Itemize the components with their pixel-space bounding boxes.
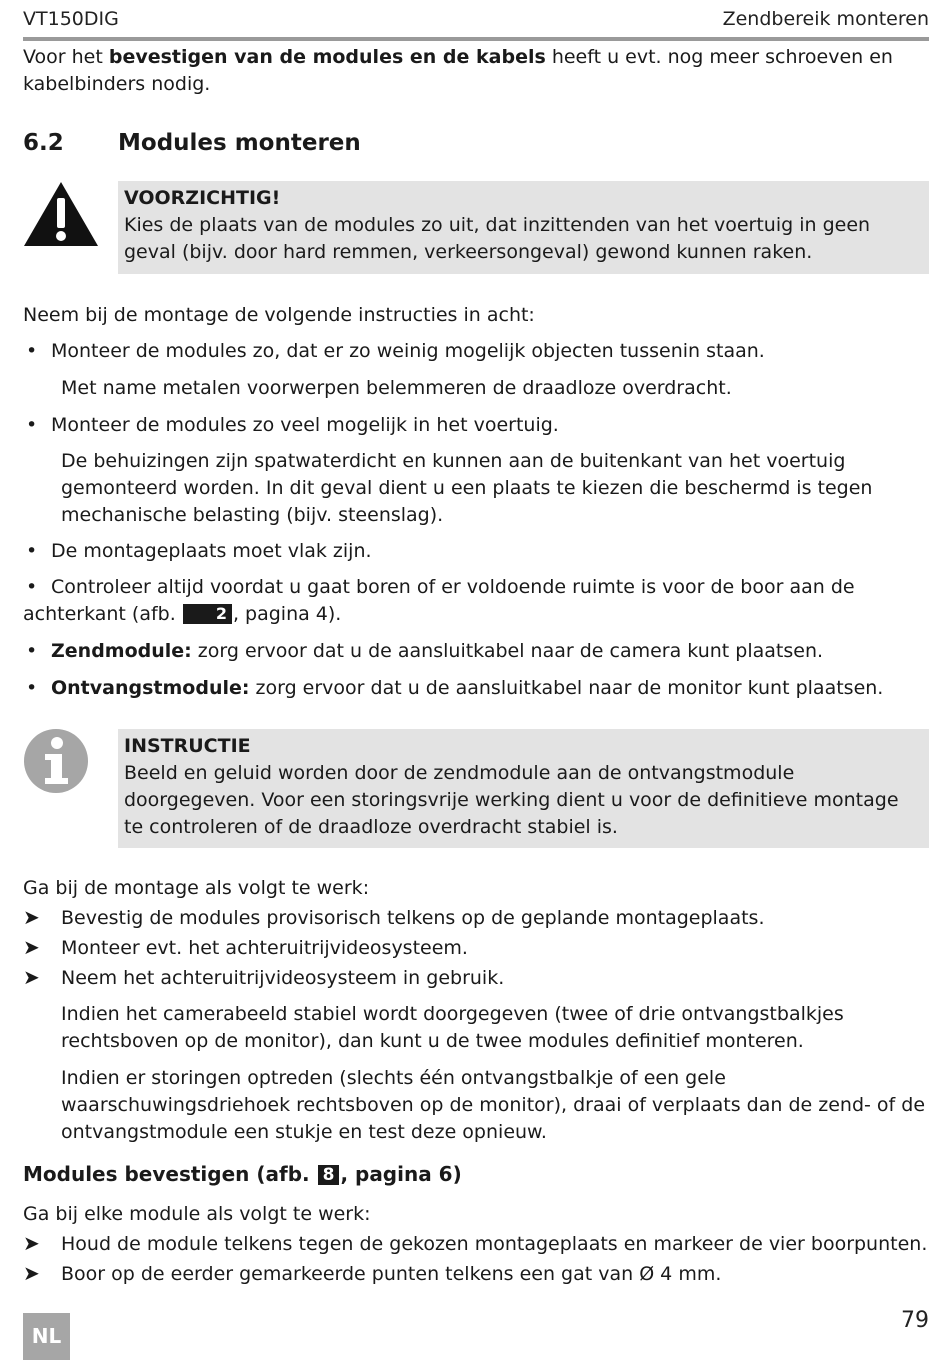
step-arrow-icon: ➤ bbox=[23, 905, 40, 929]
module-lead: Ga bij elke module als volgt te werk: bbox=[23, 1203, 371, 1225]
header-chapter: Zendbereik monteren bbox=[722, 8, 929, 30]
subsection-heading bbox=[23, 1162, 462, 1186]
intro-paragraph bbox=[23, 44, 929, 98]
bullet-marker: • bbox=[26, 340, 38, 362]
caution-text: Kies de plaats van de modules zo uit, dat inzittenden van het voertuig in geen geval (bijv. door hard remmen, verkeersongeval) gewond kunnen raken. bbox=[124, 214, 871, 263]
list-item-text: De montageplaats moet vlak zijn. bbox=[51, 540, 372, 562]
list-item-text bbox=[23, 574, 901, 628]
instructions-lead: Neem bij de montage de volgende instructies in acht: bbox=[23, 304, 535, 326]
list-item-body: zorg ervoor dat u de aansluitkabel naar de monitor kunt plaatsen. bbox=[249, 677, 884, 699]
subsection-title-post: , pagina 6) bbox=[340, 1162, 462, 1186]
bullet-marker: • bbox=[26, 640, 38, 662]
list-item-text-post: , pagina 4). bbox=[232, 603, 342, 625]
procedure-step-text: Boor op de eerder gemarkeerde punten telkens een gat van Ø 4 mm. bbox=[61, 1263, 722, 1285]
info-icon bbox=[23, 728, 89, 794]
section-number: 6.2 bbox=[23, 130, 64, 156]
bullet-marker: • bbox=[26, 677, 38, 699]
step-arrow-icon: ➤ bbox=[23, 965, 40, 989]
note-title: INSTRUCTIE bbox=[124, 735, 251, 757]
list-item-label: Zendmodule: bbox=[51, 640, 192, 662]
subsection-title-pre: Modules bevestigen (afb. bbox=[23, 1162, 317, 1186]
page-header bbox=[23, 8, 929, 34]
step-arrow-icon: ➤ bbox=[23, 1261, 40, 1285]
bullet-marker: • bbox=[26, 540, 38, 562]
list-item-text: Monteer de modules zo veel mogelijk in het voertuig. bbox=[51, 414, 559, 436]
procedure-step-text: Neem het achteruitrijvideosysteem in gebruik. bbox=[61, 967, 505, 989]
list-item-text bbox=[51, 638, 929, 665]
list-item-body: zorg ervoor dat u de aansluitkabel naar de camera kunt plaatsen. bbox=[191, 640, 824, 662]
list-item-text-pre: Controleer altijd voordat u gaat boren of er voldoende ruimte is voor de boor aan de achterkant (afb. bbox=[23, 576, 855, 625]
result-paragraph: Indien er storingen optreden (slechts één ontvangstbalkje of een gele waarschuwingsdriehoek rechtsboven op de monitor), draai of verplaats dan de zend- of de ontvangstmodule een stukje en test deze opnieuw. bbox=[61, 1067, 926, 1143]
list-item-detail: Met name metalen voorwerpen belemmeren de draadloze overdracht. bbox=[61, 377, 732, 399]
list-item-text: Monteer de modules zo, dat er zo weinig mogelijk objecten tussenin staan. bbox=[51, 340, 765, 362]
section-title: Modules monteren bbox=[118, 130, 361, 156]
page-number: 79 bbox=[901, 1308, 929, 1333]
intro-text-pre: Voor het bbox=[23, 46, 109, 68]
list-item-detail: De behuizingen zijn spatwaterdicht en kunnen aan de buitenkant van het voertuig gemonteerd worden. In dit geval dient u een plaats te kiezen die beschermd is tegen mechanische belasting (bijv. steenslag). bbox=[61, 450, 873, 526]
bullet-marker: • bbox=[26, 576, 38, 598]
language-badge: NL bbox=[23, 1313, 70, 1360]
bullet-marker: • bbox=[26, 414, 38, 436]
procedure-step-text: Monteer evt. het achteruitrijvideosysteem. bbox=[61, 937, 468, 959]
step-arrow-icon: ➤ bbox=[23, 1231, 40, 1255]
figure-reference-badge: 8 bbox=[318, 1165, 340, 1185]
intro-text-bold: bevestigen van de modules en de kabels bbox=[108, 46, 546, 68]
list-item-text bbox=[51, 675, 929, 702]
step-arrow-icon: ➤ bbox=[23, 935, 40, 959]
procedure-step-text: Bevestig de modules provisorisch telkens op de geplande montageplaats. bbox=[61, 907, 765, 929]
caution-box bbox=[118, 181, 929, 274]
instruction-note-box bbox=[118, 729, 929, 848]
note-text: Beeld en geluid worden door de zendmodule aan de ontvangstmodule doorgegeven. Voor een storingsvrije werking dient u voor de definitieve montage te controleren of de draadloze overdracht stabiel is. bbox=[124, 762, 899, 838]
intro-text-post: heeft u evt. nog meer schroeven en kabelbinders nodig. bbox=[23, 46, 893, 95]
list-item-label: Ontvangstmodule: bbox=[51, 677, 250, 699]
procedure-lead: Ga bij de montage als volgt te werk: bbox=[23, 877, 370, 899]
header-model: VT150DIG bbox=[23, 8, 119, 30]
caution-title: VOORZICHTIG! bbox=[124, 187, 281, 209]
figure-reference-badge: 2 bbox=[183, 604, 232, 624]
header-rule bbox=[23, 37, 929, 41]
procedure-step-text: Houd de module telkens tegen de gekozen montageplaats en markeer de vier boorpunten. bbox=[61, 1233, 928, 1255]
result-paragraph: Indien het camerabeeld stabiel wordt doorgegeven (twee of drie ontvangstbalkjes rechtsboven op de monitor), dan kunt u de twee modules definitief monteren. bbox=[61, 1003, 844, 1052]
warning-triangle-icon bbox=[23, 180, 99, 248]
